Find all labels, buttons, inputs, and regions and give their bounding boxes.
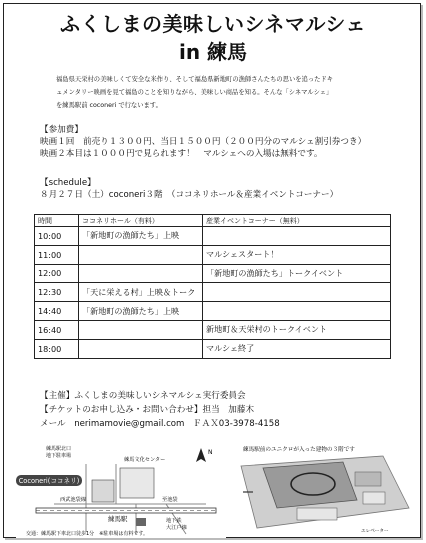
cell-time: 14:40 — [35, 302, 79, 321]
access-note: 交通：練馬駅下車北口徒歩1分 ※駐車場は有料です。 — [26, 531, 148, 537]
page-subtitle: in 練馬 — [178, 40, 248, 64]
cell-corner: マルシェ終了 — [203, 339, 391, 358]
subway-label: 地下鉄 — [166, 518, 182, 524]
cell-corner: 新地町＆天栄村のトークイベント — [203, 320, 391, 339]
fees-section — [40, 124, 366, 160]
page-title: ふくしまの美味しいシネマルシェ — [60, 12, 366, 36]
table-row — [35, 283, 391, 302]
cell-hall: 「新地町の漁師たち」上映 — [79, 302, 203, 321]
contact-line: 【チケットのお申し込み・お問い合わせ】担当 加藤木 — [40, 405, 255, 415]
cell-time: 11:00 — [35, 245, 79, 264]
cell-corner: マルシェスタート！ — [203, 245, 391, 264]
cell-time: 18:00 — [35, 339, 79, 358]
room-block — [355, 472, 381, 486]
cell-time: 12:00 — [35, 264, 79, 283]
elevator-label: エレベーター — [361, 529, 389, 534]
email-line: メール nerimamovie@gmail.com ＦＡＸ03-3978-4158 — [40, 419, 280, 429]
schedule-table — [34, 214, 391, 359]
table-row — [35, 264, 391, 283]
parking-label: 地下駐車場 — [46, 453, 72, 459]
coconeri-label: Coconeri(ココネリ) — [18, 477, 80, 486]
table-row — [35, 302, 391, 321]
hall-area — [263, 462, 357, 508]
intro-line: を練馬駅前 coconeri で行ないます。 — [56, 102, 162, 109]
cell-corner: 「新地町の漁師たち」トークイベント — [203, 264, 391, 283]
oedo-label: 大江戸線 — [166, 525, 187, 531]
table-row — [35, 339, 391, 358]
header-hall: ココネリホール（有料） — [79, 215, 203, 227]
cell-hall — [79, 339, 203, 358]
organizer-section — [40, 389, 280, 431]
fees-line: 映画２本目は１０００円で見られます！ マルシェへの入場は無料です。 — [40, 149, 323, 159]
intro-text — [56, 73, 386, 112]
railway — [36, 508, 216, 513]
cell-hall: 「天に栄える村」上映＆トーク — [79, 283, 203, 302]
cell-hall: 「新地町の漁師たち」上映 — [79, 227, 203, 246]
organizer-line: 【主催】ふくしまの美味しいシネマルシェ実行委員会 — [40, 391, 246, 401]
table-header-row — [35, 215, 391, 227]
table-row — [35, 245, 391, 264]
header-corner: 産業イベントコーナー（無料） — [203, 215, 391, 227]
cell-time: 10:00 — [35, 227, 79, 246]
cell-hall — [79, 264, 203, 283]
coconeri-building — [92, 480, 114, 502]
header-time: 時間 — [35, 215, 79, 227]
table-row — [35, 227, 391, 246]
cell-hall — [79, 245, 203, 264]
room-block — [297, 508, 337, 520]
toshima-label: 至池袋 — [162, 497, 178, 503]
north-label: N — [208, 449, 213, 456]
floor-caption: 練馬駅前のユニクロが入った建物の３階です — [243, 447, 355, 453]
fees-line: 映画１回 前売り１３００円、当日１５００円（２００円分のマルシェ割引券つき） — [40, 137, 367, 147]
bunka-center-building — [120, 468, 154, 498]
intro-line: 福島県天栄村の美味しくて安全な米作り、そして福島県新地町の漁師さんたちの思いを追ったドキ — [56, 76, 334, 83]
subway-marker — [136, 518, 146, 526]
floor-map — [233, 442, 413, 534]
access-map — [16, 442, 226, 538]
room-block — [363, 492, 385, 504]
schedule-heading: 【schedule】 — [40, 178, 96, 188]
bunka-label: 練馬文化センター — [124, 457, 166, 463]
fees-heading: 【参加費】 — [40, 125, 83, 135]
seibu-line-label: 西武池袋線 — [60, 497, 86, 503]
cell-corner — [203, 302, 391, 321]
cell-time: 12:30 — [35, 283, 79, 302]
schedule-date: ８月２７日（土）coconeri３階 （ココネリホール＆産業イベントコーナー） — [40, 190, 339, 200]
table-row — [35, 320, 391, 339]
intro-line: ュメンタリー映画を見て福島のことを知りながら、美味しい商品を知る。そんな「シネマルシェ」 — [56, 89, 333, 96]
cell-corner — [203, 227, 391, 246]
cell-corner — [203, 283, 391, 302]
schedule-section — [40, 177, 338, 201]
cell-hall — [79, 320, 203, 339]
station-label: 練馬駅 — [108, 515, 128, 523]
cell-time: 16:40 — [35, 320, 79, 339]
kita-exit-label: 練馬駅北口 — [46, 446, 72, 452]
